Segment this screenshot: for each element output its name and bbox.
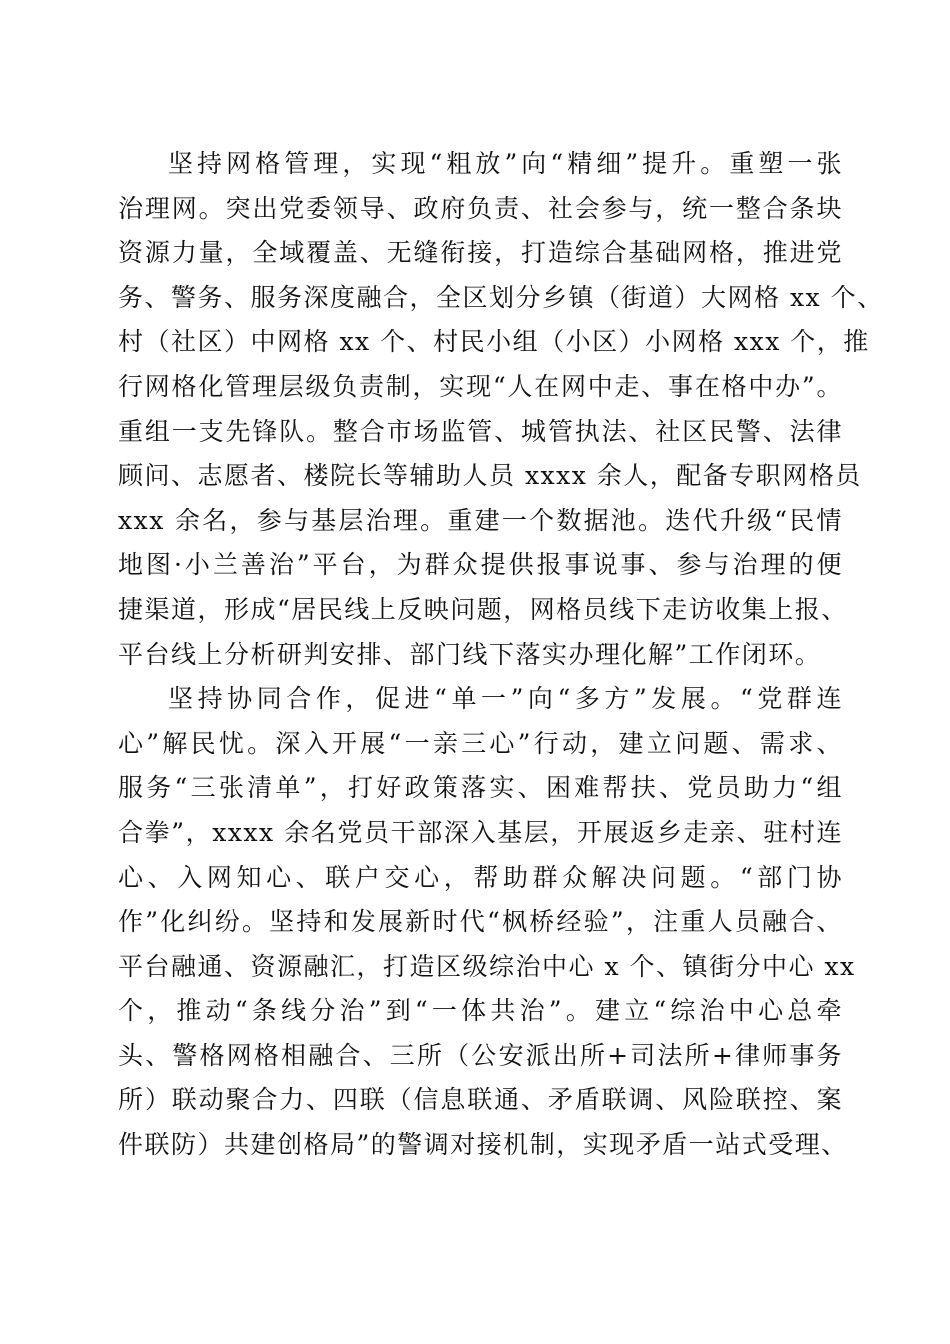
text-line: 服务“三张清单”，打好政策落实、困难帮扶、党员助力“组 — [118, 773, 843, 803]
text-line: 合拳”，xxxx 余名党员干部深入基层，开展返乡走亲、驻村连 — [118, 817, 843, 847]
text-line: 所）联动聚合力、四联（信息联通、矛盾联调、风险联控、案 — [118, 1085, 843, 1115]
text-line: 资源力量，全域覆盖、无缝衔接，打造综合基础网格，推进党 — [118, 238, 843, 268]
paragraph-collaboration — [118, 677, 856, 1168]
text-line: 头、警格网格相融合、三所（公安派出所+司法所+律师事务 — [118, 1040, 843, 1070]
document-body — [118, 142, 884, 1168]
text-line: 地图·小兰善治”平台，为群众提供报事说事、参与治理的便 — [118, 550, 843, 580]
text-line: 顾问、志愿者、楼院长等辅助人员 xxxx 余人，配备专职网格员 — [118, 461, 862, 491]
text-line: 治理网。突出党委领导、政府负责、社会参与，统一整合条块 — [118, 193, 843, 223]
text-line: 捷渠道，形成“居民线上反映问题，网格员线下走访收集上报、 — [118, 594, 848, 624]
text-line: xxx 余名，参与基层治理。重建一个数据池。迭代升级“民情 — [118, 505, 843, 535]
paragraph-grid-management — [118, 142, 884, 677]
text-line: 坚持网格管理，实现“粗放”向“精细”提升。重塑一张 — [168, 149, 843, 178]
text-line: 务、警务、服务深度融合，全区划分乡镇（街道）大网格 xx 个、 — [118, 282, 884, 312]
text-line: 心、入网知心、联户交心，帮助群众解决问题。“部门协 — [118, 862, 843, 892]
text-line: 个，推动“条线分治”到“一体共治”。建立“综治中心总牵 — [118, 996, 843, 1026]
text-line: 重组一支先锋队。整合市场监管、城管执法、社区民警、法律 — [118, 416, 843, 446]
text-line: 件联防）共建创格局”的警调对接机制，实现矛盾一站式受理、 — [118, 1130, 848, 1160]
text-line: 心”解民忧。深入开展“一亲三心”行动，建立问题、需求、 — [118, 728, 843, 758]
text-line: 村（社区）中网格 xx 个、村民小组（小区）小网格 xxx 个，推 — [118, 327, 870, 357]
text-line: 平台线上分析研判安排、部门线下落实办理化解”工作闭环。 — [118, 639, 822, 669]
text-line: 行网格化管理层级负责制，实现“人在网中走、事在格中办”。 — [118, 371, 843, 401]
text-line: 平台融通、资源融汇，打造区级综治中心 x 个、镇街分中心 xx — [118, 951, 856, 981]
text-line: 作”化纠纷。坚持和发展新时代“枫桥经验”，注重人员融合、 — [118, 907, 843, 937]
text-line: 坚持协同合作，促进“单一”向“多方”发展。“党群连 — [168, 684, 843, 714]
